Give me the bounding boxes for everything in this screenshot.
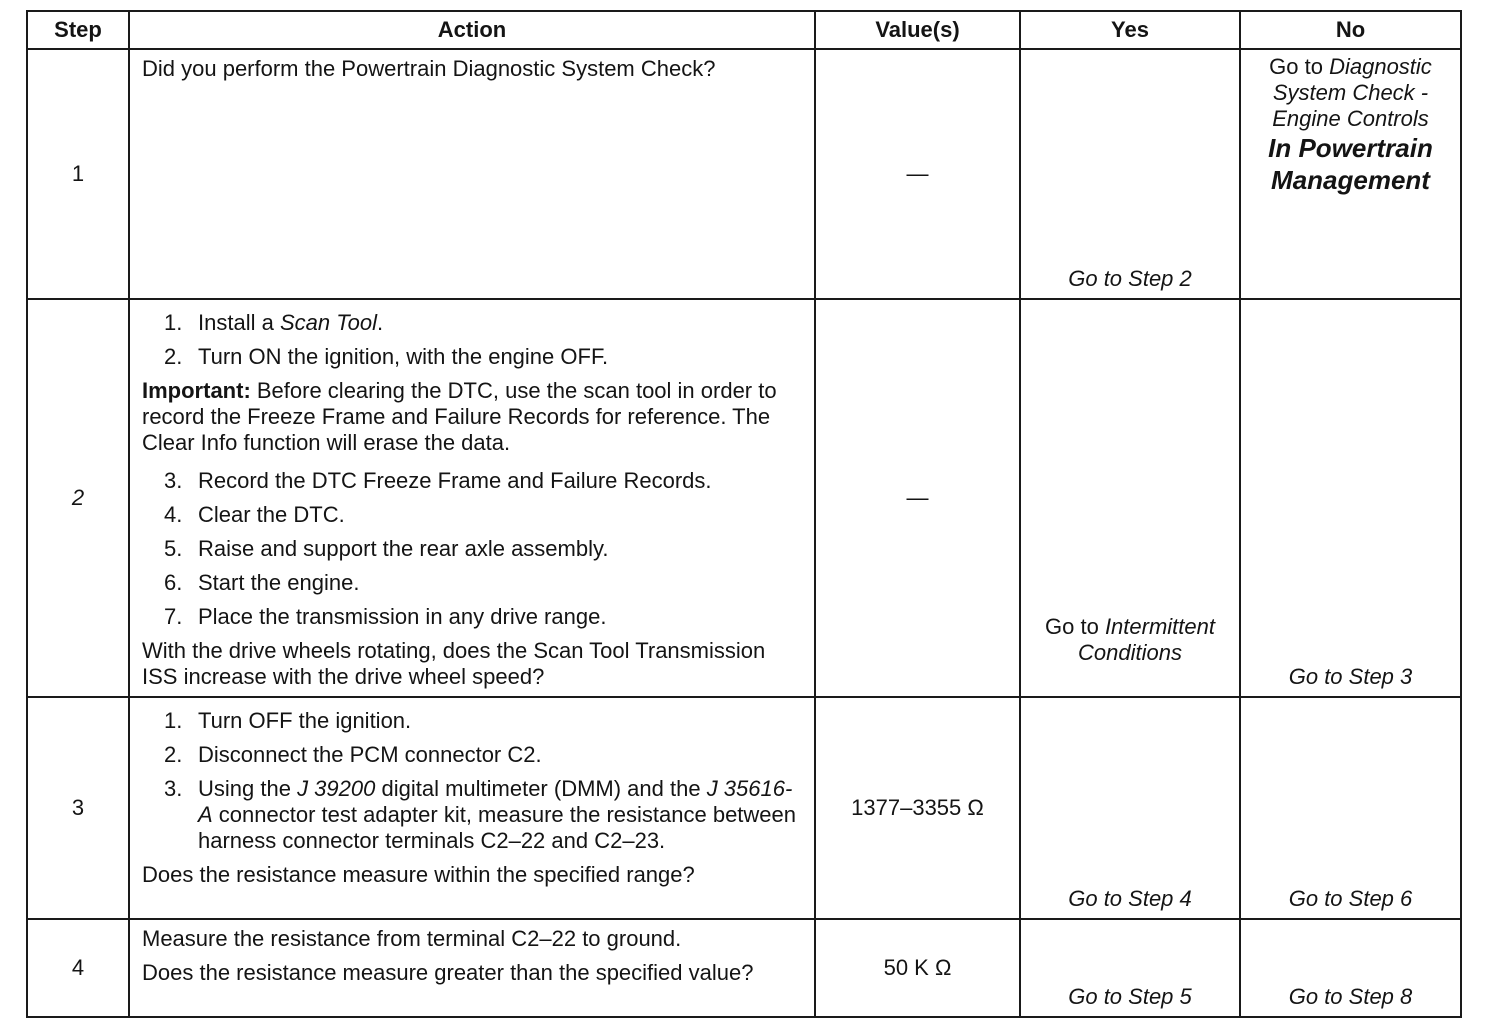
header-action: Action <box>129 11 815 49</box>
action-question: Did you perform the Powertrain Diagnostic System Check? <box>142 56 716 81</box>
step-number: 3 <box>27 697 129 919</box>
action-item <box>142 708 804 734</box>
no-manual: In Powertrain Management <box>1268 133 1433 195</box>
item-number: 4. <box>164 502 183 527</box>
item-text-end: . <box>376 310 384 335</box>
table-row <box>27 49 1461 299</box>
no-cell <box>1240 299 1461 697</box>
item-number: 5. <box>164 536 183 561</box>
yes-cell <box>1020 299 1240 697</box>
item-number: 3. <box>164 776 183 801</box>
item-text: Start the engine. <box>198 570 360 595</box>
header-yes: Yes <box>1020 11 1240 49</box>
table-row <box>27 919 1461 1017</box>
no-link[interactable]: Diagnostic System Check - Engine Controls <box>1272 54 1432 131</box>
value-cell: 1377–3355 Ω <box>815 697 1020 919</box>
yes-cell <box>1020 919 1240 1017</box>
yes-link[interactable]: Go to Step 4 <box>1068 886 1192 911</box>
item-tool-name: J 39200 <box>297 776 376 801</box>
item-text: Turn OFF the ignition. <box>198 708 412 733</box>
item-number: 6. <box>164 570 183 595</box>
table-row <box>27 697 1461 919</box>
table-row <box>27 299 1461 697</box>
action-cell <box>129 299 815 697</box>
yes-prefix: Go to <box>1045 614 1105 639</box>
action-item <box>142 468 804 494</box>
action-item <box>142 310 804 336</box>
item-number: 3. <box>164 468 183 493</box>
item-number: 7. <box>164 604 183 629</box>
item-text: Raise and support the rear axle assembly. <box>198 536 609 561</box>
action-cell <box>129 697 815 919</box>
no-cell <box>1240 919 1461 1017</box>
action-item <box>142 502 804 528</box>
diagnostic-table <box>26 10 1462 1018</box>
action-question: Does the resistance measure greater than the specified value? <box>142 960 754 985</box>
yes-cell <box>1020 49 1240 299</box>
yes-link[interactable]: Intermittent Conditions <box>1078 614 1215 665</box>
no-cell <box>1240 49 1461 299</box>
action-item <box>142 742 804 768</box>
action-item <box>142 604 804 630</box>
step-number: 4 <box>27 919 129 1017</box>
header-row <box>27 11 1461 49</box>
item-text: digital multimeter (DMM) and the <box>375 776 707 801</box>
item-text: connector test adapter kit, measure the resistance between harness connector terminals C2–22 and C2–23. <box>198 802 797 853</box>
value-cell: 50 K Ω <box>815 919 1020 1017</box>
item-text: Using the <box>198 776 298 801</box>
item-tool-name: Scan Tool <box>279 310 377 335</box>
no-cell <box>1240 697 1461 919</box>
no-link[interactable]: Go to Step 8 <box>1288 984 1413 1009</box>
header-step: Step <box>27 11 129 49</box>
action-item <box>142 536 804 562</box>
yes-link[interactable]: Go to Step 5 <box>1068 984 1192 1009</box>
action-cell <box>129 49 815 299</box>
important-text: Before clearing the DTC, use the scan tool in order to record the Freeze Frame and Failure Records for reference. The Clear Info function will erase the data. <box>142 378 777 455</box>
action-item <box>142 344 804 370</box>
item-text: Clear the DTC. <box>198 502 345 527</box>
item-tool-name: J 35616-A <box>198 776 793 827</box>
item-number: 1. <box>164 708 183 733</box>
header-no: No <box>1240 11 1461 49</box>
action-item <box>142 776 804 854</box>
value-cell: — <box>815 299 1020 697</box>
action-text: Measure the resistance from terminal C2–22 to ground. <box>142 926 682 951</box>
step-number: 1 <box>27 49 129 299</box>
step-number: 2 <box>27 299 129 697</box>
action-item <box>142 570 804 596</box>
item-number: 2. <box>164 742 183 767</box>
header-values: Value(s) <box>815 11 1020 49</box>
important-note <box>142 378 804 456</box>
yes-link-block <box>1021 614 1239 666</box>
no-prefix: Go to <box>1269 54 1330 79</box>
important-label: Important: <box>142 378 251 403</box>
value-cell: — <box>815 49 1020 299</box>
item-number: 2. <box>164 344 183 369</box>
action-question: Does the resistance measure within the specified range? <box>142 862 695 887</box>
yes-cell <box>1020 697 1240 919</box>
yes-link[interactable]: Go to Step 2 <box>1068 266 1192 291</box>
item-text: Disconnect the PCM connector C2. <box>198 742 542 767</box>
action-cell <box>129 919 815 1017</box>
item-text: Install a <box>198 310 280 335</box>
item-number: 1. <box>164 310 183 335</box>
no-link[interactable]: Go to Step 3 <box>1288 664 1413 689</box>
item-text: Record the DTC Freeze Frame and Failure Records. <box>198 468 712 493</box>
item-text: Place the transmission in any drive range. <box>198 604 607 629</box>
item-text: Turn ON the ignition, with the engine OFF. <box>198 344 609 369</box>
action-question: With the drive wheels rotating, does the Scan Tool Transmission ISS increase with the drive wheel speed? <box>142 638 766 689</box>
no-link[interactable]: Go to Step 6 <box>1288 886 1413 911</box>
